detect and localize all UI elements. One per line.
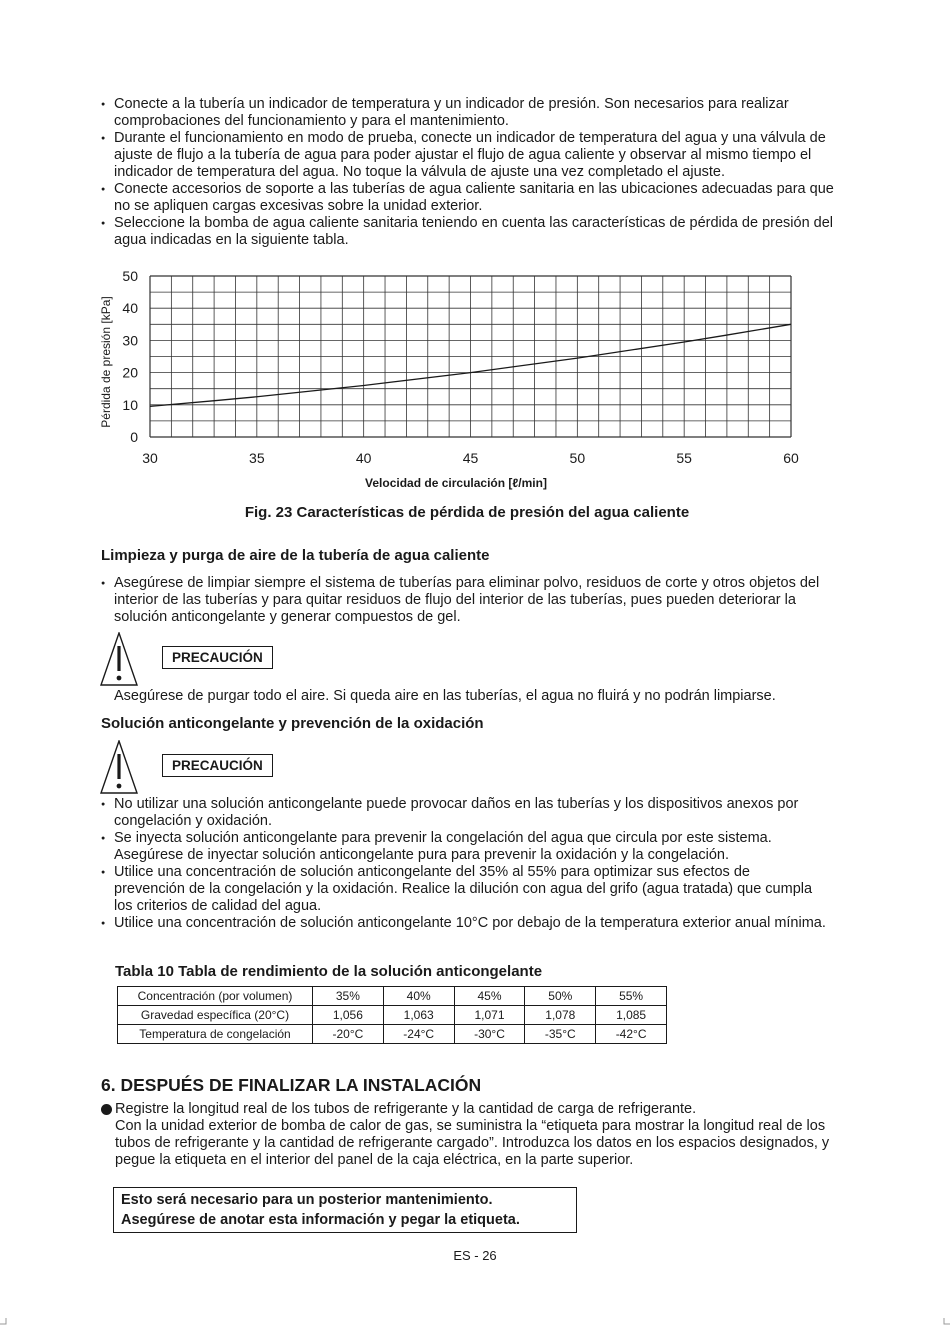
page-number: ES - 26	[453, 1248, 497, 1263]
y-tick-label: 50	[122, 268, 138, 284]
y-tick-label: 0	[130, 429, 138, 445]
table-cell: Concentración (por volumen)	[118, 987, 313, 1006]
list-item: ● Asegúrese de limpiar siempre el sistema de tuberías para eliminar polvo, residuos de corte y otros objetos del interior de las tuberías y para quitar residuos de flujo del interior de las tuberías, pues pueden deteriorar la solución anticongelante y generar compuestos de gel.	[101, 575, 846, 626]
notice-box	[113, 1187, 577, 1233]
table-cell: -24°C	[383, 1025, 454, 1044]
intro-bullet-list	[101, 96, 851, 249]
x-tick-label: 55	[676, 450, 692, 466]
section-heading-cleaning: Limpieza y purga de aire de la tubería de agua caliente	[101, 547, 490, 564]
section-heading-antifreeze: Solución anticongelante y prevención de la oxidación	[101, 715, 484, 732]
warning-triangle-icon	[100, 632, 138, 686]
x-axis-label: Velocidad de circulación [ℓ/min]	[365, 476, 547, 490]
section6-bullet: Registre la longitud real de los tubos de refrigerante y la cantidad de carga de refrigerante.	[115, 1101, 697, 1117]
table-cell: -42°C	[596, 1025, 667, 1044]
pressure-loss-chart	[90, 262, 830, 494]
x-tick-label: 40	[355, 450, 372, 466]
list-item: ● Seleccione la bomba de agua caliente sanitaria teniendo en cuenta las características de pérdida de presión del agua indicadas en la siguiente tabla.	[101, 215, 851, 249]
x-tick-label: 60	[783, 450, 799, 466]
x-tick-label: 45	[462, 450, 479, 466]
table-cell: 1,078	[525, 1006, 596, 1025]
table-cell: 55%	[596, 987, 667, 1006]
table-cell: 1,063	[383, 1006, 454, 1025]
table-cell: Temperatura de congelación	[118, 1025, 313, 1044]
caution-label: PRECAUCIÓN	[162, 646, 273, 669]
list-item: ● Conecte accesorios de soporte a las tuberías de agua caliente sanitaria en las ubicaciones adecuadas para que no se apliquen cargas excesivas sobre la unidad exterior.	[101, 181, 851, 215]
table-cell: 1,085	[596, 1006, 667, 1025]
list-item: ● Se inyecta solución anticongelante para prevenir la congelación del agua que circula por este sistema. Asegúrese de inyectar solución anticongelante pura para prevenir la oxidación y la congelación.	[101, 830, 834, 864]
x-tick-label: 50	[569, 450, 586, 466]
y-tick-label: 20	[122, 364, 138, 381]
list-item: ● Conecte a la tubería un indicador de temperatura y un indicador de presión. Son necesarios para realizar comprobaciones del funcionamiento y para el mantenimiento.	[101, 96, 851, 130]
table-cell: Gravedad específica (20°C)	[118, 1006, 313, 1025]
crop-mark-icon	[938, 1318, 950, 1330]
list-item: ● Durante el funcionamiento en modo de prueba, conecte un indicador de temperatura del agua y una válvula de ajuste de flujo a la tubería de agua para poder ajustar el flujo de agua caliente y observar al mismo tiempo el indicador de temperatura del agua. No toque la válvula de ajuste una vez completado el ajuste.	[101, 130, 851, 181]
y-tick-label: 10	[122, 396, 138, 413]
crop-mark-icon	[0, 1318, 12, 1330]
caution-text: Asegúrese de purgar todo el aire. Si queda aire en las tuberías, el agua no fluirá y no podrán limpiarse.	[114, 688, 776, 704]
section6-paragraph: Con la unidad exterior de bomba de calor de gas, se suministra la “etiqueta para mostrar la longitud real de los tubos de refrigerante y la cantidad de refrigerante cargado”. Introduzca los datos en los espacios designados, y pegue la etiqueta en el interior del panel de la caja eléctrica, en la parte superior.	[115, 1118, 830, 1168]
table-cell: -35°C	[525, 1025, 596, 1044]
table-cell: 45%	[454, 987, 525, 1006]
list-item: ● No utilizar una solución anticongelante puede provocar daños en las tuberías y los dispositivos anexos por congelación y oxidación.	[101, 796, 861, 830]
list-item: ● Utilice una concentración de solución anticongelante del 35% al 55% para optimizar sus efectos de prevención de la congelación y la oxidación. Realice la dilución con agua del grifo (agua tratada) que cumpla los criterios de calidad del agua.	[101, 864, 814, 915]
table-cell: 1,071	[454, 1006, 525, 1025]
antifreeze-bullet-list	[101, 796, 861, 932]
x-tick-labels	[142, 450, 799, 466]
table-cell: 1,056	[313, 1006, 384, 1025]
y-axis-label: Pérdida de presión [kPa]	[99, 296, 113, 428]
table-row	[118, 1006, 667, 1025]
x-tick-label: 35	[249, 450, 265, 466]
notice-line: Asegúrese de anotar esta información y pegar la etiqueta.	[121, 1212, 520, 1228]
y-tick-labels	[122, 268, 138, 445]
figure-caption: Fig. 23 Características de pérdida de presión del agua caliente	[244, 504, 690, 521]
antifreeze-table	[117, 986, 667, 1044]
table-cell: 35%	[313, 987, 384, 1006]
section-heading-6: 6. DESPUÉS DE FINALIZAR LA INSTALACIÓN	[101, 1075, 482, 1095]
table-row	[118, 987, 667, 1006]
cleaning-bullet-list	[101, 575, 846, 626]
x-tick-label: 30	[142, 450, 158, 466]
warning-triangle-icon	[100, 740, 138, 794]
table-cell: 50%	[525, 987, 596, 1006]
table-row	[118, 1025, 667, 1044]
notice-line: Esto será necesario para un posterior mantenimiento.	[121, 1192, 493, 1208]
table-cell: -30°C	[454, 1025, 525, 1044]
caution-label: PRECAUCIÓN	[162, 754, 273, 777]
table-cell: 40%	[383, 987, 454, 1006]
table-cell: -20°C	[313, 1025, 384, 1044]
y-tick-label: 30	[122, 332, 138, 349]
chart-grid	[150, 276, 791, 437]
list-item: ● Utilice una concentración de solución anticongelante 10°C por debajo de la temperatura exterior anual mínima.	[101, 915, 834, 932]
table-title: Tabla 10 Tabla de rendimiento de la solución anticongelante	[115, 963, 543, 980]
bullet-dot-icon	[101, 1104, 112, 1115]
y-tick-label: 40	[122, 300, 138, 317]
